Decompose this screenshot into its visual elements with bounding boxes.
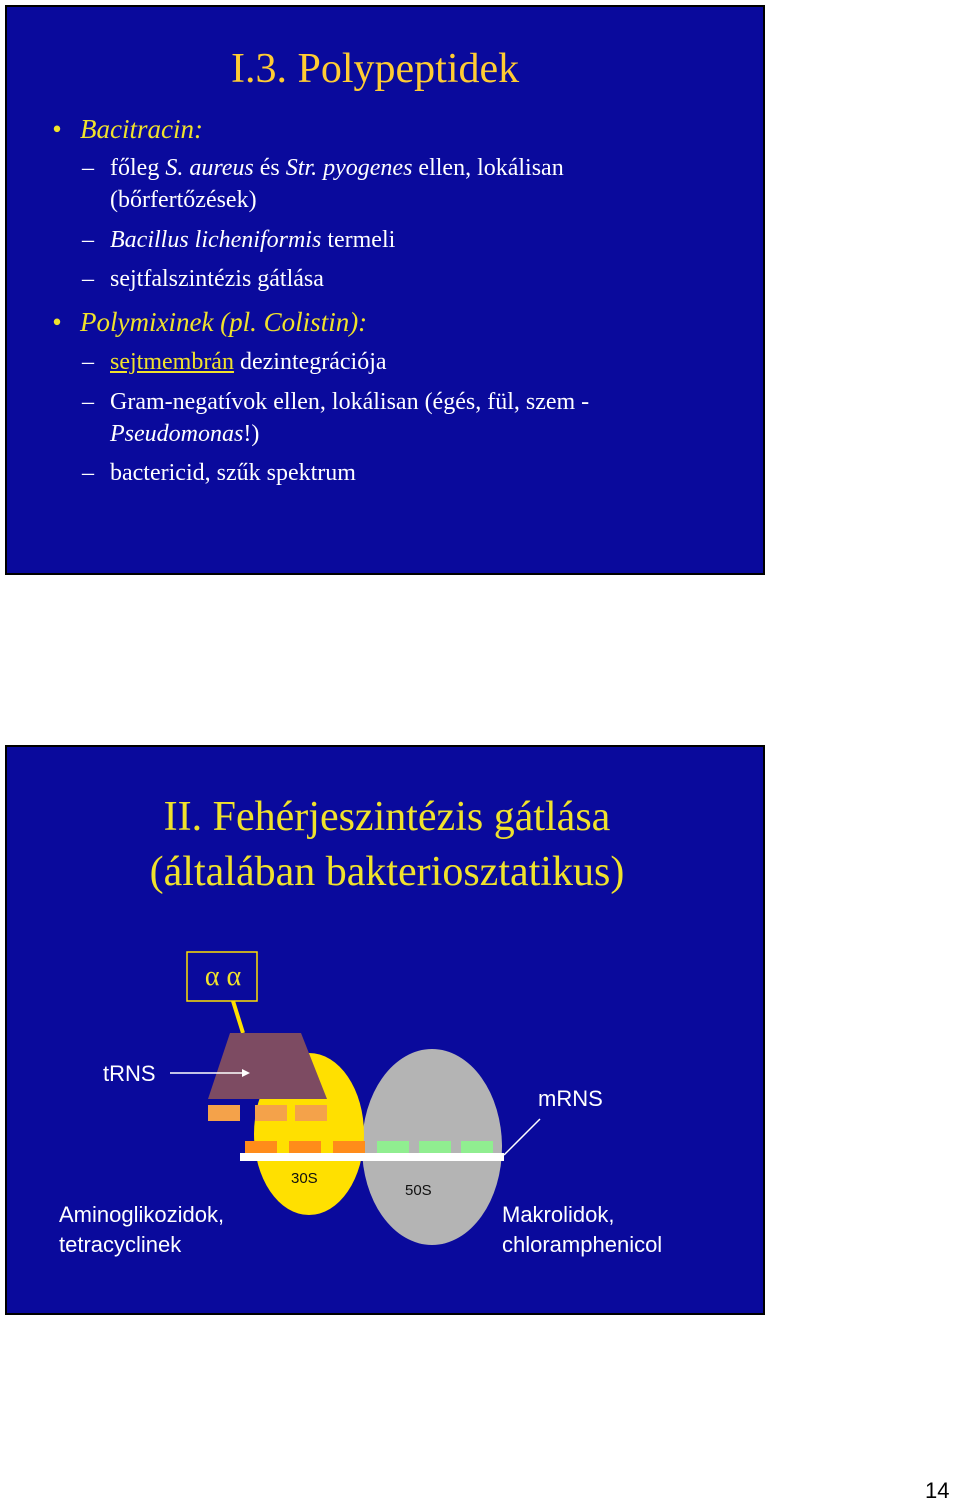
codon-orange-3 [333, 1141, 365, 1153]
left-drug-label-2: tetracyclinek [59, 1232, 182, 1257]
bullet-dot-icon: • [52, 307, 62, 337]
slide-protein-synthesis [5, 745, 765, 1315]
slide-polypeptidek [5, 5, 765, 575]
codon-green-3 [461, 1141, 493, 1153]
codon-orange-2 [289, 1141, 321, 1153]
left-drug-label-1: Aminoglikozidok, [59, 1202, 225, 1227]
sub-item-target-cont: (bőrfertőzések) [110, 187, 257, 213]
sub-item-mechanism: – sejtfalszintézis gátlása [82, 266, 324, 292]
anticodon-2 [255, 1105, 287, 1121]
dash-icon: – [82, 266, 94, 292]
amino-acid-label: α α [204, 961, 242, 992]
codon-green-2 [419, 1141, 451, 1153]
mrna-pointer-line [504, 1119, 540, 1155]
dash-icon: – [82, 155, 94, 181]
sub-item-producer: – Bacillus licheniformis termeli [82, 227, 396, 253]
slide-title-line1: II. Fehérjeszintézis gátlása [163, 794, 611, 840]
bullet-dot-icon: • [52, 114, 62, 144]
bullet-bacitracin: • Bacitracin: [52, 114, 203, 144]
codon-green-1 [377, 1141, 409, 1153]
dash-icon: – [82, 349, 94, 375]
mrna-label: mRNS [538, 1086, 603, 1111]
slide-title-line2: (általában bakteriosztatikus) [149, 849, 625, 895]
mrna-strand [240, 1153, 504, 1161]
codon-orange-1 [245, 1141, 277, 1153]
sub-item-membrane: – sejtmembrán dezintegrációja [82, 349, 387, 375]
slide-title: I.3. Polypeptidek [231, 46, 520, 92]
sub-item-gram-negative-cont: Pseudomonas!) [110, 421, 260, 447]
subunit-30s-label: 30S [291, 1170, 318, 1187]
anticodon-3 [295, 1105, 327, 1121]
right-drug-label-2: chloramphenicol [502, 1232, 663, 1257]
dash-icon: – [82, 389, 94, 415]
amino-acid-stem [233, 1001, 243, 1033]
sub-item-gram-negative: – Gram-negatívok ellen, lokálisan (égés, fül, szem - [82, 389, 590, 415]
trna-label: tRNS [103, 1061, 156, 1086]
anticodon-1 [208, 1105, 240, 1121]
sub-item-spectrum: – bactericid, szűk spektrum [82, 460, 356, 486]
right-drug-label-1: Makrolidok, [502, 1202, 615, 1227]
trna-body [208, 1033, 327, 1099]
dash-icon: – [82, 460, 94, 486]
page-number: 14 [925, 1478, 950, 1503]
sub-item-target: – főleg S. aureus és Str. pyogenes ellen, lokálisan [82, 155, 564, 181]
subunit-50s-label: 50S [405, 1182, 432, 1199]
dash-icon: – [82, 227, 94, 253]
bullet-polymixinek: • Polymixinek (pl. Colistin): [52, 307, 368, 337]
